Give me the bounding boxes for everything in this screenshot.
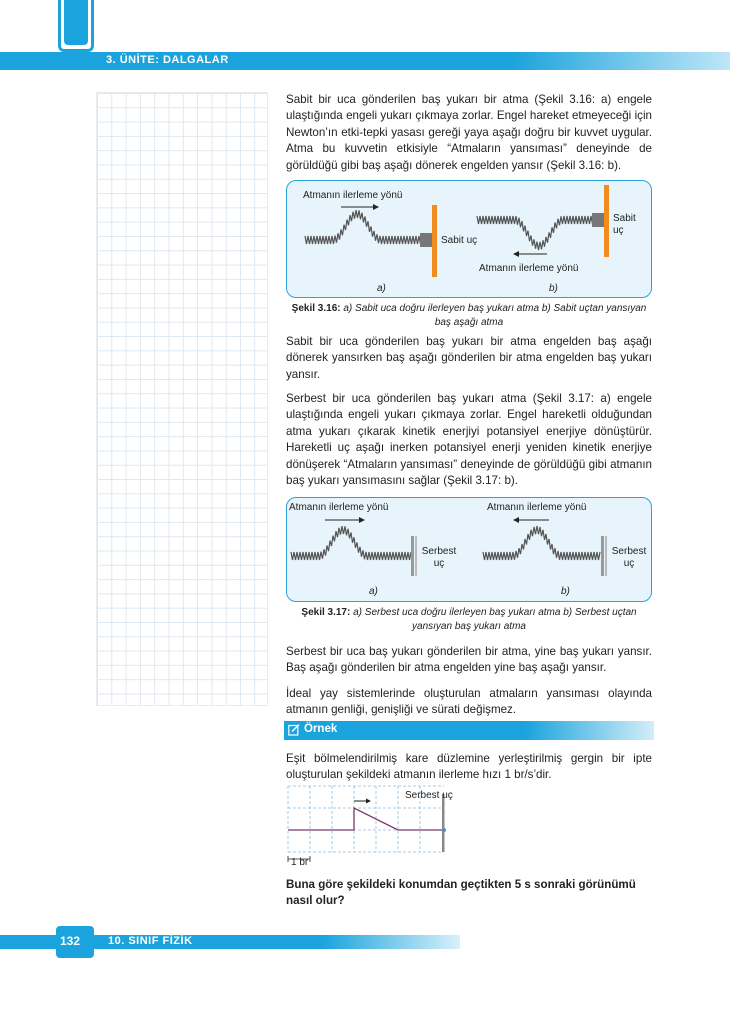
notes-grid bbox=[96, 92, 268, 706]
fig316-b-end-label: Sabit uç bbox=[613, 213, 636, 236]
paragraph-3: Serbest bir uca gönderilen baş yukarı atma (Şekil 3.17: a) engele ulaştığında engeli yukarı çıkmaya zorlar. Engel hareketli olduğundan atma yukarı çıkarak kinetik enerjiyi potansiyel enerjiye dönüştürür. Hareketli uç aşağı inerken potansiyel enerji yeniden kinetik enerjiye dönüşerek “Atmaların yansıması” deneyinde de görüldüğü gibi atmanın baş yukarı yansımasını sağlar (Şekil 3.17: b). bbox=[286, 392, 652, 488]
connector-b bbox=[592, 213, 604, 227]
example-free-end-post bbox=[442, 794, 445, 852]
header-tab-fill bbox=[64, 0, 88, 45]
example-heading: Örnek bbox=[304, 723, 338, 735]
example-question: Buna göre şekildeki konumdan geçtikten 5 s sonraki görünümü nasıl olur? bbox=[286, 878, 636, 908]
fig317-a-end-label: Serbest uç bbox=[421, 546, 457, 569]
fixed-end-bar-a bbox=[432, 205, 437, 277]
edit-icon bbox=[288, 723, 300, 736]
example-text: Eşit bölmelendirilmiş kare düzlemine yerleştirilmiş gergin bir ipte oluşturulan şekildeki atmanın ilerleme hızı 1 br/s’dir. bbox=[286, 752, 652, 782]
caption-316-text: a) Sabit uca doğru ilerleyen baş yukarı atma b) Sabit uçtan yansıyan baş aşağı atma bbox=[343, 303, 647, 328]
spring-c bbox=[291, 526, 411, 560]
spring-d bbox=[483, 526, 600, 560]
paragraph-2: Sabit bir uca gönderilen baş yukarı bir atma engelden baş aşağı dönerek yansırken baş aşağı gönderilen bir atma engelden baş yukarı yansır. bbox=[286, 335, 652, 381]
fig317-a-direction-label: Atmanın ilerleme yönü bbox=[289, 502, 389, 513]
example-end-label: Serbest uç bbox=[405, 790, 453, 801]
fig316-sub-b: b) bbox=[549, 283, 558, 294]
spring-a bbox=[305, 210, 421, 244]
free-end-post-a bbox=[411, 536, 414, 576]
figure-3-17-caption bbox=[286, 606, 652, 634]
figure-3-16 bbox=[286, 180, 652, 298]
figure-3-16-caption bbox=[286, 302, 652, 330]
spring-b bbox=[477, 216, 593, 250]
fig317-sub-a: a) bbox=[369, 586, 378, 597]
page-number: 132 bbox=[60, 934, 81, 948]
fig316-a-end-label: Sabit uç bbox=[441, 235, 478, 246]
example-pulse bbox=[288, 808, 444, 830]
caption-316-label: Şekil 3.16: bbox=[291, 303, 341, 314]
book-title: 10. SINIF FİZİK bbox=[108, 935, 193, 947]
figure-3-17 bbox=[286, 497, 652, 602]
fig316-a-direction-label: Atmanın ilerleme yönü bbox=[303, 190, 403, 201]
paragraph-5: İdeal yay sistemlerinde oluşturulan atmaların yansıması olayında atmanın genliği, genişliği ve sürati değişmez. bbox=[286, 687, 652, 717]
fig317-b-end-label: Serbest uç bbox=[611, 546, 647, 569]
fig316-sub-a: a) bbox=[377, 283, 386, 294]
fig317-b-direction-label: Atmanın ilerleme yönü bbox=[487, 502, 587, 513]
fig316-b-direction-label: Atmanın ilerleme yönü bbox=[479, 263, 579, 274]
unit-title: 3. ÜNİTE: DALGALAR bbox=[106, 54, 229, 66]
fig317-sub-b: b) bbox=[561, 586, 570, 597]
paragraph-1: Sabit bir uca gönderilen baş yukarı bir atma (Şekil 3.16: a) engele ulaştığında engeli yukarı çıkmaya zorlar. Engel hareket etmeyeceği için Newton’ın etki-tepki yasası gereği yaya aşağı doğru bir kuvvet uygular. Atma bu kuvvetin etkisiyle “Atmaların yansıması” deneyinde de görüldüğü gibi baş aşağı dönerek engelden yansır (Şekil 3.16: b). bbox=[286, 93, 652, 172]
example-header-bar bbox=[284, 721, 654, 740]
example-unit-label: 1 br bbox=[291, 857, 309, 868]
paragraph-4: Serbest bir uca baş yukarı gönderilen bir atma, yine baş yukarı yansır. Baş aşağı gönderilen bir atma engelden yine baş aşağı yansır. bbox=[286, 645, 652, 675]
free-end-post-b bbox=[601, 536, 604, 576]
caption-317-text: a) Serbest uca doğru ilerleyen baş yukarı atma b) Serbest uçtan yansıyan baş yukarı atma bbox=[353, 607, 637, 632]
connector-a bbox=[420, 233, 432, 247]
caption-317-label: Şekil 3.17: bbox=[301, 607, 351, 618]
fixed-end-bar-b bbox=[604, 185, 609, 257]
